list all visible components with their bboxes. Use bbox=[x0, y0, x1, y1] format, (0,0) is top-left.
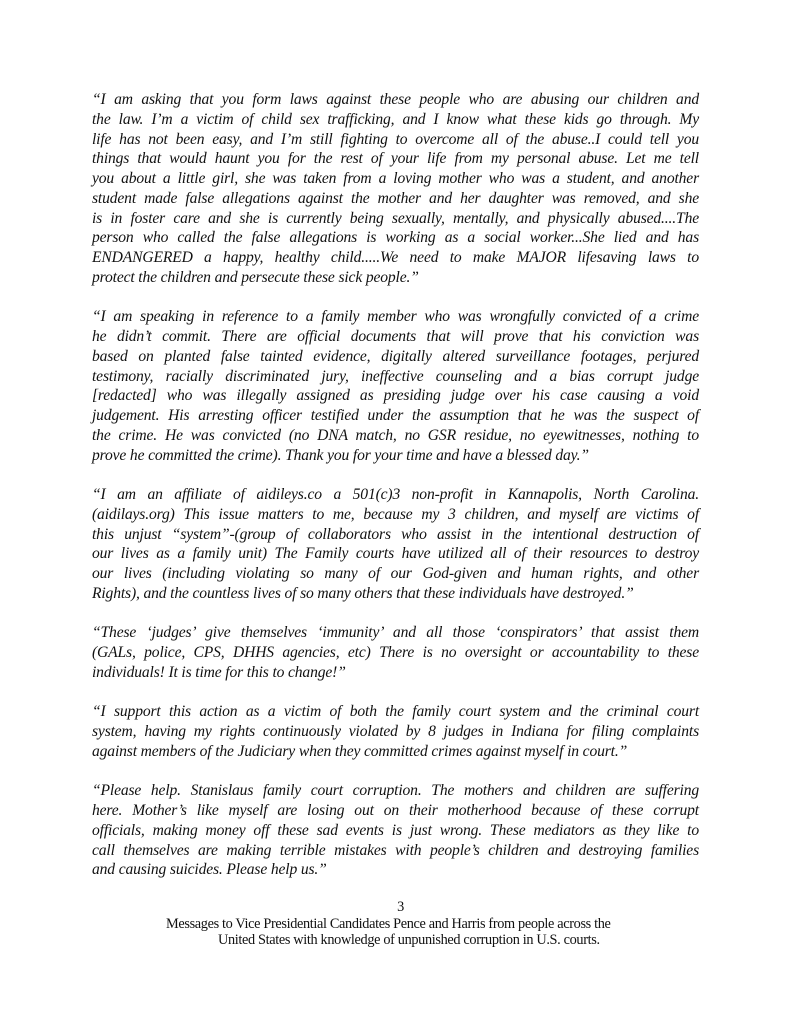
quote-line: student made false allegations against the mother and her daughter was removed, and she bbox=[92, 189, 699, 207]
quote-line: our lives as a family unit) The Family courts have utilized all of their resources to destroy bbox=[92, 545, 699, 563]
quote-line: officials, making money off these sad events is just wrong. These mediators as they like to bbox=[92, 821, 699, 839]
quote-line: “These ‘judges’ give themselves ‘immunity’ and all those ‘conspirators’ that assist them bbox=[92, 624, 699, 642]
quote-line: the crime. He was convicted (no DNA match, no GSR residue, no eyewitnesses, nothing to bbox=[92, 426, 699, 444]
footer-caption-line: United States with knowledge of unpunished corruption in U.S. courts. bbox=[218, 932, 600, 948]
quote-line: ENDANGERED a happy, healthy child.....We need to make MAJOR lifesaving laws to bbox=[92, 249, 699, 266]
quote-line: against members of the Judiciary when they committed crimes against myself in court.” bbox=[92, 742, 628, 760]
quote-line: protect the children and persecute these sick people.” bbox=[92, 268, 419, 286]
quote-line: this unjust “system”-(group of collaborators who assist in the intentional destruction of bbox=[92, 525, 699, 543]
page-footer bbox=[0, 899, 791, 949]
quote-line: life has not been easy, and I’m still fighting to overcome all of the abuse..I could tell you bbox=[92, 130, 699, 148]
quote-nonprofit-affiliate bbox=[92, 485, 699, 604]
quote-line: prove he committed the crime). Thank you for your time and have a blessed day.” bbox=[92, 446, 589, 464]
quote-line: (aidilays.org) This issue matters to me, because my 3 children, and myself are victims of bbox=[92, 505, 699, 523]
quote-stanislaus-court bbox=[92, 781, 699, 880]
quote-line: he didn’t commit. There are official documents that will prove that his conviction was bbox=[92, 328, 699, 345]
footer-caption-line: Messages to Vice Presidential Candidates Pence and Harris from people across the bbox=[166, 915, 611, 932]
quote-line: [redacted] who was illegally assigned as presiding judge over his case causing a void bbox=[92, 387, 699, 405]
quote-line: individuals! It is time for this to change!” bbox=[92, 663, 346, 681]
quote-indiana-judges bbox=[92, 702, 699, 761]
quote-judges-immunity bbox=[92, 623, 699, 682]
quote-wrongful-conviction bbox=[92, 307, 699, 465]
quote-line: here. Mother’s like myself are losing out on their motherhood because of these corrupt bbox=[92, 802, 699, 819]
quote-line: based on planted false tainted evidence, digitally altered surveillance footages, perjured bbox=[92, 347, 699, 365]
quote-line: and causing suicides. Please help us.” bbox=[92, 861, 327, 879]
quote-line: “I am an affiliate of aidileys.co a 501(c)3 non-profit in Kannapolis, North Carolina. bbox=[92, 486, 699, 503]
quote-line: system, having my rights continuously violated by 8 judges in Indiana for filing complaints bbox=[92, 723, 699, 740]
quote-line: “I am asking that you form laws against these people who are abusing our children and bbox=[92, 91, 699, 108]
quote-line: call themselves are making terrible mistakes with people’s children and destroying families bbox=[92, 841, 699, 859]
quote-line: “Please help. Stanislaus family court corruption. The mothers and children are suffering bbox=[92, 782, 699, 800]
quote-child-trafficking bbox=[92, 90, 699, 288]
quote-line: (GALs, police, CPS, DHHS agencies, etc) There is no oversight or accountability to these bbox=[92, 644, 699, 661]
quote-line: judgement. His arresting officer testified under the assumption that he was the suspect of bbox=[92, 407, 699, 424]
quote-line: testimony, racially discriminated jury, ineffective counseling and a bias corrupt judge bbox=[92, 367, 699, 385]
quote-line: the law. I’m a victim of child sex trafficking, and I know what these kids go through. My bbox=[92, 110, 699, 128]
quote-line: “I am speaking in reference to a family member who was wrongfully convicted of a crime bbox=[92, 308, 699, 326]
quote-line: is in foster care and she is currently being sexually, mentally, and physically abused....The bbox=[92, 209, 699, 227]
quote-line: person who called the false allegations is working as a social worker...She lied and has bbox=[92, 229, 699, 247]
quote-line: “I support this action as a victim of both the family court system and the criminal court bbox=[92, 703, 699, 721]
page-number: 3 bbox=[397, 899, 404, 915]
quote-line: you about a little girl, she was taken from a loving mother who was a student, and another bbox=[92, 170, 699, 187]
quote-line: things that would haunt you for the rest of your life from my personal abuse. Let me tell bbox=[92, 150, 699, 168]
quote-line: our lives (including violating so many of our God-given and human rights, and other bbox=[92, 565, 699, 582]
quote-line: Rights), and the countless lives of so many others that these individuals have destroyed.” bbox=[92, 584, 634, 602]
document-body bbox=[92, 90, 699, 900]
